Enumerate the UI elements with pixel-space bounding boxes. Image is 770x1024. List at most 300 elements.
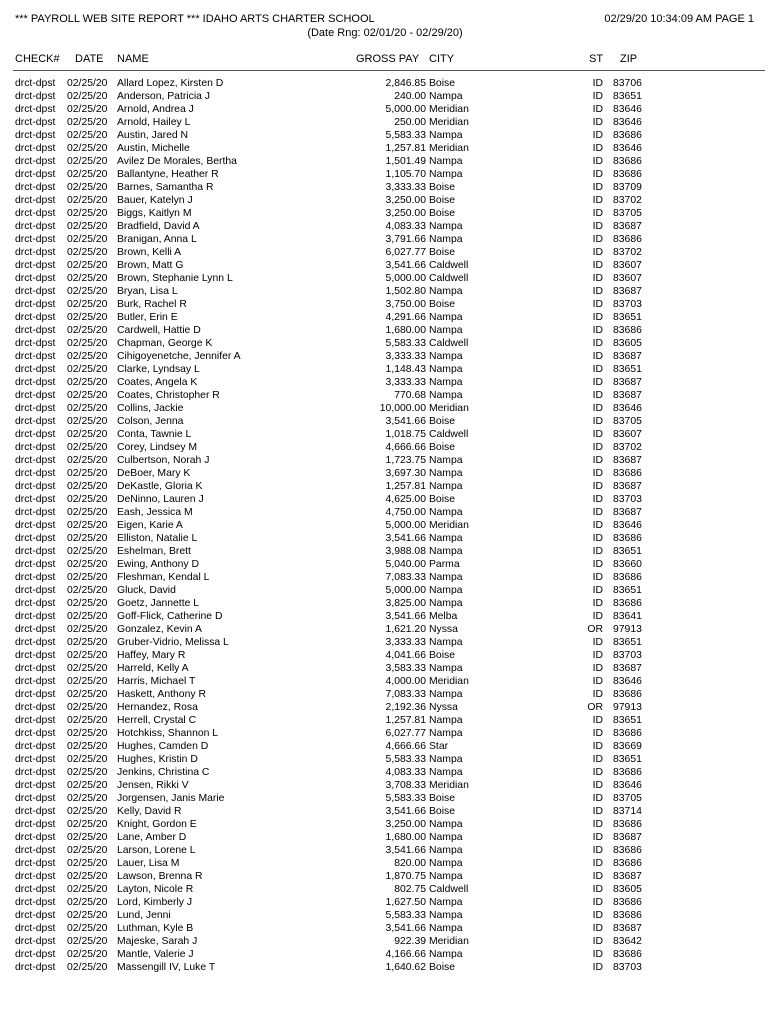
zip-cell: 97913 <box>613 702 642 713</box>
city-cell: Caldwell <box>429 338 469 349</box>
state-cell: ID <box>592 312 603 323</box>
city-cell: Meridian <box>429 520 469 531</box>
date-cell: 02/25/20 <box>67 780 108 791</box>
city-cell: Nyssa <box>429 624 458 635</box>
gross-pay-cell: 3,541.66 <box>385 416 426 427</box>
name-cell: Barnes, Samantha R <box>117 182 214 193</box>
check-cell: drct-dpst <box>15 143 56 154</box>
zip-cell: 83687 <box>613 871 642 882</box>
city-cell: Nampa <box>429 286 463 297</box>
gross-pay-cell: 3,250.00 <box>385 819 426 830</box>
name-cell: DeKastle, Gloria K <box>117 481 203 492</box>
check-cell: drct-dpst <box>15 130 56 141</box>
gross-pay-cell: 4,666.66 <box>385 741 426 752</box>
city-cell: Nampa <box>429 91 463 102</box>
table-row <box>0 883 770 896</box>
date-cell: 02/25/20 <box>67 299 108 310</box>
check-cell: drct-dpst <box>15 78 56 89</box>
name-cell: Eshelman, Brett <box>117 546 191 557</box>
name-cell: Ballantyne, Heather R <box>117 169 219 180</box>
date-cell: 02/25/20 <box>67 104 108 115</box>
gross-pay-cell: 3,988.08 <box>385 546 426 557</box>
state-cell: ID <box>592 754 603 765</box>
check-cell: drct-dpst <box>15 338 56 349</box>
date-cell: 02/25/20 <box>67 858 108 869</box>
date-cell: 02/25/20 <box>67 429 108 440</box>
table-row <box>0 272 770 285</box>
zip-cell: 83686 <box>613 234 642 245</box>
zip-cell: 83706 <box>613 78 642 89</box>
state-cell: ID <box>592 221 603 232</box>
city-cell: Nampa <box>429 871 463 882</box>
state-cell: ID <box>592 910 603 921</box>
date-cell: 02/25/20 <box>67 624 108 635</box>
check-cell: drct-dpst <box>15 871 56 882</box>
zip-cell: 83607 <box>613 273 642 284</box>
gross-pay-cell: 4,041.66 <box>385 650 426 661</box>
check-cell: drct-dpst <box>15 767 56 778</box>
date-cell: 02/25/20 <box>67 559 108 570</box>
check-cell: drct-dpst <box>15 312 56 323</box>
state-cell: ID <box>592 299 603 310</box>
state-cell: ID <box>592 468 603 479</box>
state-cell: ID <box>592 156 603 167</box>
name-cell: Cihigoyenetche, Jennifer A <box>117 351 241 362</box>
state-cell: ID <box>592 923 603 934</box>
zip-cell: 83703 <box>613 650 642 661</box>
check-cell: drct-dpst <box>15 832 56 843</box>
name-cell: Bryan, Lisa L <box>117 286 178 297</box>
name-cell: Arnold, Andrea J <box>117 104 194 115</box>
table-row <box>0 324 770 337</box>
city-cell: Nampa <box>429 845 463 856</box>
state-cell: ID <box>592 871 603 882</box>
date-cell: 02/25/20 <box>67 442 108 453</box>
table-row <box>0 142 770 155</box>
city-cell: Nampa <box>429 325 463 336</box>
column-header-date: DATE <box>75 53 104 65</box>
column-header-gross-pay: GROSS PAY <box>356 53 420 65</box>
check-cell: drct-dpst <box>15 442 56 453</box>
state-cell: ID <box>592 897 603 908</box>
check-cell: drct-dpst <box>15 117 56 128</box>
table-row <box>0 649 770 662</box>
table-row <box>0 402 770 415</box>
name-cell: Knight, Gordon E <box>117 819 197 830</box>
city-cell: Nampa <box>429 455 463 466</box>
date-cell: 02/25/20 <box>67 832 108 843</box>
city-cell: Boise <box>429 962 455 973</box>
zip-cell: 83686 <box>613 156 642 167</box>
date-cell: 02/25/20 <box>67 364 108 375</box>
check-cell: drct-dpst <box>15 910 56 921</box>
date-cell: 02/25/20 <box>67 468 108 479</box>
zip-cell: 83686 <box>613 325 642 336</box>
gross-pay-cell: 3,541.66 <box>385 923 426 934</box>
check-cell: drct-dpst <box>15 325 56 336</box>
date-cell: 02/25/20 <box>67 221 108 232</box>
gross-pay-cell: 1,621.20 <box>385 624 426 635</box>
zip-cell: 83703 <box>613 299 642 310</box>
name-cell: Lord, Kimberly J <box>117 897 193 908</box>
gross-pay-cell: 1,502.80 <box>385 286 426 297</box>
city-cell: Parma <box>429 559 460 570</box>
date-cell: 02/25/20 <box>67 130 108 141</box>
column-header-zip: ZIP <box>620 53 638 65</box>
check-cell: drct-dpst <box>15 715 56 726</box>
zip-cell: 83605 <box>613 338 642 349</box>
state-cell: ID <box>592 247 603 258</box>
date-cell: 02/25/20 <box>67 806 108 817</box>
date-cell: 02/25/20 <box>67 156 108 167</box>
check-cell: drct-dpst <box>15 91 56 102</box>
state-cell: ID <box>592 884 603 895</box>
name-cell: Layton, Nicole R <box>117 884 194 895</box>
state-cell: ID <box>592 429 603 440</box>
date-cell: 02/25/20 <box>67 351 108 362</box>
date-cell: 02/25/20 <box>67 117 108 128</box>
zip-cell: 83705 <box>613 416 642 427</box>
name-cell: Herrell, Crystal C <box>117 715 197 726</box>
check-cell: drct-dpst <box>15 559 56 570</box>
gross-pay-cell: 4,083.33 <box>385 767 426 778</box>
name-cell: Ewing, Anthony D <box>117 559 200 570</box>
check-cell: drct-dpst <box>15 481 56 492</box>
gross-pay-cell: 4,625.00 <box>385 494 426 505</box>
date-cell: 02/25/20 <box>67 260 108 271</box>
gross-pay-cell: 1,148.43 <box>385 364 426 375</box>
zip-cell: 83687 <box>613 390 642 401</box>
state-cell: ID <box>592 741 603 752</box>
zip-cell: 83703 <box>613 962 642 973</box>
table-row <box>0 831 770 844</box>
state-cell: ID <box>592 325 603 336</box>
date-cell: 02/25/20 <box>67 377 108 388</box>
gross-pay-cell: 3,250.00 <box>385 195 426 206</box>
zip-cell: 83687 <box>613 351 642 362</box>
gross-pay-cell: 10,000.00 <box>379 403 426 414</box>
zip-cell: 83651 <box>613 91 642 102</box>
state-cell: ID <box>592 962 603 973</box>
state-cell: ID <box>592 273 603 284</box>
zip-cell: 83686 <box>613 689 642 700</box>
state-cell: ID <box>592 650 603 661</box>
table-row <box>0 948 770 961</box>
city-cell: Nampa <box>429 546 463 557</box>
gross-pay-cell: 3,708.33 <box>385 780 426 791</box>
date-cell: 02/25/20 <box>67 637 108 648</box>
table-row <box>0 701 770 714</box>
table-row <box>0 753 770 766</box>
gross-pay-cell: 5,583.33 <box>385 338 426 349</box>
date-cell: 02/25/20 <box>67 702 108 713</box>
state-cell: ID <box>592 689 603 700</box>
date-cell: 02/25/20 <box>67 572 108 583</box>
table-row <box>0 909 770 922</box>
name-cell: Coates, Angela K <box>117 377 198 388</box>
date-cell: 02/25/20 <box>67 962 108 973</box>
state-cell: ID <box>592 169 603 180</box>
date-cell: 02/25/20 <box>67 455 108 466</box>
table-row <box>0 350 770 363</box>
state-cell: ID <box>592 442 603 453</box>
city-cell: Boise <box>429 208 455 219</box>
name-cell: Cardwell, Hattie D <box>117 325 201 336</box>
table-row <box>0 480 770 493</box>
name-cell: Burk, Rachel R <box>117 299 187 310</box>
date-cell: 02/25/20 <box>67 520 108 531</box>
gross-pay-cell: 5,000.00 <box>385 273 426 284</box>
check-cell: drct-dpst <box>15 234 56 245</box>
name-cell: Corey, Lindsey M <box>117 442 198 453</box>
date-cell: 02/25/20 <box>67 182 108 193</box>
name-cell: Hughes, Camden D <box>117 741 209 752</box>
date-cell: 02/25/20 <box>67 390 108 401</box>
gross-pay-cell: 770.68 <box>394 390 426 401</box>
zip-cell: 83709 <box>613 182 642 193</box>
zip-cell: 83687 <box>613 286 642 297</box>
gross-pay-cell: 1,018.75 <box>385 429 426 440</box>
table-row <box>0 935 770 948</box>
date-cell: 02/25/20 <box>67 208 108 219</box>
zip-cell: 83686 <box>613 767 642 778</box>
city-cell: Nampa <box>429 728 463 739</box>
table-row <box>0 636 770 649</box>
check-cell: drct-dpst <box>15 195 56 206</box>
check-cell: drct-dpst <box>15 377 56 388</box>
zip-cell: 83705 <box>613 793 642 804</box>
gross-pay-cell: 5,040.00 <box>385 559 426 570</box>
city-cell: Nampa <box>429 819 463 830</box>
gross-pay-cell: 3,541.66 <box>385 533 426 544</box>
check-cell: drct-dpst <box>15 104 56 115</box>
gross-pay-cell: 3,333.33 <box>385 351 426 362</box>
zip-cell: 83686 <box>613 819 642 830</box>
date-cell: 02/25/20 <box>67 754 108 765</box>
date-cell: 02/25/20 <box>67 507 108 518</box>
state-cell: ID <box>592 845 603 856</box>
name-cell: Jenkins, Christina C <box>117 767 210 778</box>
table-row <box>0 129 770 142</box>
name-cell: DeNinno, Lauren J <box>117 494 204 505</box>
report-title: *** PAYROLL WEB SITE REPORT *** IDAHO ARTS CHARTER SCHOOL <box>15 13 375 25</box>
table-row <box>0 766 770 779</box>
table-row <box>0 506 770 519</box>
table-row <box>0 116 770 129</box>
state-cell: ID <box>592 585 603 596</box>
date-cell: 02/25/20 <box>67 143 108 154</box>
gross-pay-cell: 3,791.66 <box>385 234 426 245</box>
gross-pay-cell: 802.75 <box>394 884 426 895</box>
city-cell: Caldwell <box>429 260 469 271</box>
table-row <box>0 155 770 168</box>
date-range: (Date Rng: 02/01/20 - 02/29/20) <box>307 27 463 39</box>
city-cell: Nampa <box>429 533 463 544</box>
city-cell: Nampa <box>429 897 463 908</box>
date-cell: 02/25/20 <box>67 650 108 661</box>
name-cell: Branigan, Anna L <box>117 234 197 245</box>
state-cell: ID <box>592 611 603 622</box>
gross-pay-cell: 1,680.00 <box>385 325 426 336</box>
check-cell: drct-dpst <box>15 169 56 180</box>
check-cell: drct-dpst <box>15 689 56 700</box>
name-cell: Jorgensen, Janis Marie <box>117 793 225 804</box>
city-cell: Nampa <box>429 637 463 648</box>
date-cell: 02/25/20 <box>67 403 108 414</box>
gross-pay-cell: 1,723.75 <box>385 455 426 466</box>
city-cell: Nampa <box>429 910 463 921</box>
table-row <box>0 259 770 272</box>
check-cell: drct-dpst <box>15 676 56 687</box>
column-header-check: CHECK# <box>15 53 60 65</box>
header-divider <box>13 70 765 71</box>
state-cell: ID <box>592 91 603 102</box>
state-cell: ID <box>592 936 603 947</box>
date-cell: 02/25/20 <box>67 169 108 180</box>
gross-pay-cell: 1,257.81 <box>385 143 426 154</box>
city-cell: Nampa <box>429 858 463 869</box>
date-cell: 02/25/20 <box>67 195 108 206</box>
city-cell: Nampa <box>429 221 463 232</box>
table-row <box>0 740 770 753</box>
gross-pay-cell: 5,583.33 <box>385 793 426 804</box>
check-cell: drct-dpst <box>15 299 56 310</box>
state-cell: ID <box>592 637 603 648</box>
zip-cell: 83646 <box>613 403 642 414</box>
date-cell: 02/25/20 <box>67 234 108 245</box>
gross-pay-cell: 1,501.49 <box>385 156 426 167</box>
city-cell: Boise <box>429 793 455 804</box>
check-cell: drct-dpst <box>15 780 56 791</box>
zip-cell: 83646 <box>613 143 642 154</box>
city-cell: Nampa <box>429 364 463 375</box>
check-cell: drct-dpst <box>15 819 56 830</box>
name-cell: Gonzalez, Kevin A <box>117 624 202 635</box>
name-cell: Eigen, Karie A <box>117 520 183 531</box>
state-cell: ID <box>592 806 603 817</box>
name-cell: Lane, Amber D <box>117 832 187 843</box>
zip-cell: 83686 <box>613 897 642 908</box>
state-cell: ID <box>592 78 603 89</box>
check-cell: drct-dpst <box>15 429 56 440</box>
table-row <box>0 922 770 935</box>
table-row <box>0 428 770 441</box>
date-cell: 02/25/20 <box>67 728 108 739</box>
check-cell: drct-dpst <box>15 546 56 557</box>
table-row <box>0 103 770 116</box>
gross-pay-cell: 4,291.66 <box>385 312 426 323</box>
table-row <box>0 714 770 727</box>
gross-pay-cell: 3,541.66 <box>385 806 426 817</box>
name-cell: Larson, Lorene L <box>117 845 196 856</box>
zip-cell: 83703 <box>613 494 642 505</box>
city-cell: Nampa <box>429 585 463 596</box>
state-cell: ID <box>592 676 603 687</box>
table-row <box>0 181 770 194</box>
table-row <box>0 532 770 545</box>
zip-cell: 83686 <box>613 728 642 739</box>
zip-cell: 83686 <box>613 845 642 856</box>
zip-cell: 83651 <box>613 585 642 596</box>
zip-cell: 83686 <box>613 910 642 921</box>
zip-cell: 83686 <box>613 468 642 479</box>
check-cell: drct-dpst <box>15 390 56 401</box>
city-cell: Nampa <box>429 572 463 583</box>
zip-cell: 83687 <box>613 221 642 232</box>
city-cell: Nampa <box>429 156 463 167</box>
date-cell: 02/25/20 <box>67 663 108 674</box>
date-cell: 02/25/20 <box>67 741 108 752</box>
check-cell: drct-dpst <box>15 949 56 960</box>
name-cell: Haskett, Anthony R <box>117 689 206 700</box>
gross-pay-cell: 5,000.00 <box>385 585 426 596</box>
state-cell: ID <box>592 130 603 141</box>
name-cell: Colson, Jenna <box>117 416 184 427</box>
gross-pay-cell: 3,333.33 <box>385 182 426 193</box>
table-row <box>0 571 770 584</box>
name-cell: Austin, Jared N <box>117 130 189 141</box>
table-row <box>0 610 770 623</box>
date-cell: 02/25/20 <box>67 494 108 505</box>
state-cell: ID <box>592 598 603 609</box>
table-row <box>0 597 770 610</box>
zip-cell: 83687 <box>613 923 642 934</box>
table-row <box>0 207 770 220</box>
check-cell: drct-dpst <box>15 754 56 765</box>
table-row <box>0 311 770 324</box>
table-row <box>0 961 770 974</box>
date-cell: 02/25/20 <box>67 598 108 609</box>
zip-cell: 83687 <box>613 507 642 518</box>
table-row <box>0 337 770 350</box>
date-cell: 02/25/20 <box>67 884 108 895</box>
name-cell: Goetz, Jannette L <box>117 598 200 609</box>
table-row <box>0 220 770 233</box>
city-cell: Boise <box>429 416 455 427</box>
check-cell: drct-dpst <box>15 728 56 739</box>
state-cell: ID <box>592 546 603 557</box>
state-cell: OR <box>587 702 603 713</box>
name-cell: Kelly, David R <box>117 806 182 817</box>
table-row <box>0 376 770 389</box>
zip-cell: 83646 <box>613 780 642 791</box>
gross-pay-cell: 1,627.50 <box>385 897 426 908</box>
gross-pay-cell: 5,583.33 <box>385 910 426 921</box>
city-cell: Meridian <box>429 104 469 115</box>
gross-pay-cell: 3,333.33 <box>385 637 426 648</box>
city-cell: Nampa <box>429 715 463 726</box>
check-cell: drct-dpst <box>15 273 56 284</box>
city-cell: Nampa <box>429 377 463 388</box>
state-cell: ID <box>592 143 603 154</box>
name-cell: DeBoer, Mary K <box>117 468 191 479</box>
date-cell: 02/25/20 <box>67 247 108 258</box>
check-cell: drct-dpst <box>15 858 56 869</box>
zip-cell: 97913 <box>613 624 642 635</box>
date-cell: 02/25/20 <box>67 338 108 349</box>
date-cell: 02/25/20 <box>67 819 108 830</box>
gross-pay-cell: 1,680.00 <box>385 832 426 843</box>
state-cell: ID <box>592 195 603 206</box>
state-cell: ID <box>592 364 603 375</box>
table-row <box>0 818 770 831</box>
zip-cell: 83686 <box>613 533 642 544</box>
date-cell: 02/25/20 <box>67 936 108 947</box>
name-cell: Gluck, David <box>117 585 176 596</box>
zip-cell: 83660 <box>613 559 642 570</box>
name-cell: Brown, Stephanie Lynn L <box>117 273 233 284</box>
gross-pay-cell: 7,083.33 <box>385 572 426 583</box>
